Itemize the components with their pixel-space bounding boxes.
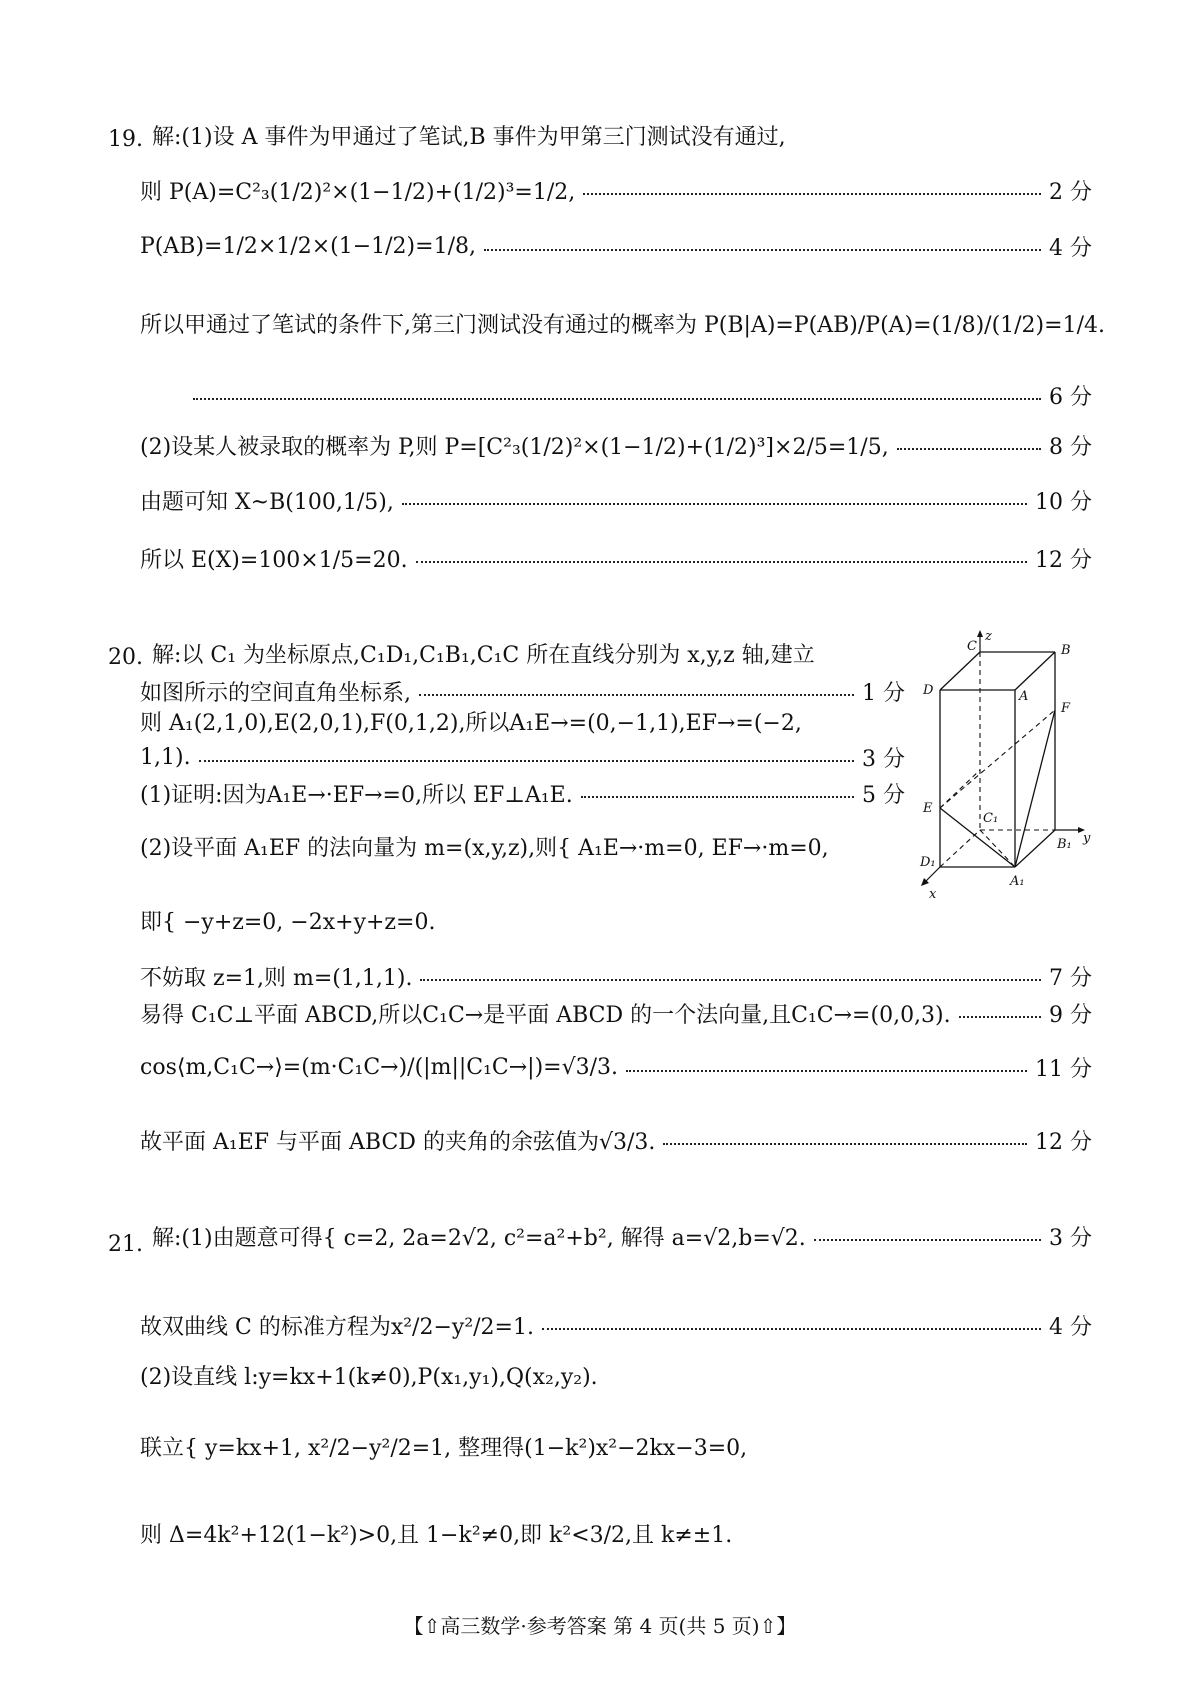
leader-dots xyxy=(416,561,1027,563)
leader-dots xyxy=(199,760,854,762)
leader-dots xyxy=(583,193,1041,195)
label-A1: A₁ xyxy=(1010,874,1025,889)
problem-20-line-4 xyxy=(140,776,905,810)
label-z: z xyxy=(985,630,992,644)
line-text: P(AB)=1/2×1/2×(1−1/2)=1/8, xyxy=(140,233,476,259)
problem-19-number: 19. xyxy=(108,127,143,152)
label-A: A xyxy=(1019,689,1029,704)
score: 11 分 xyxy=(1035,1056,1092,1082)
line-text: 故平面 A₁EF 与平面 ABCD 的夹角的余弦值为√3/3. xyxy=(140,1129,656,1155)
z-axis-arrow-icon xyxy=(977,630,983,637)
problem-20-line-10 xyxy=(140,1118,1092,1162)
leader-dots xyxy=(897,448,1041,450)
leader-dots xyxy=(626,1070,1027,1072)
leader-dots xyxy=(663,1143,1027,1145)
problem-20-line-6: 即{ −y+z=0, −2x+y+z=0. xyxy=(140,910,436,935)
label-B1: B₁ xyxy=(1057,837,1072,852)
score: 10 分 xyxy=(1035,489,1092,515)
problem-20-line-1 xyxy=(140,675,905,707)
edge-BA xyxy=(1015,652,1055,690)
score: 1 分 xyxy=(862,680,905,706)
cuboid-figure xyxy=(915,630,1100,920)
line-text: 解:(1)由题意可得{ c=2, 2a=2√2, c²=a²+b², 解得 a=√2,b=√2. xyxy=(152,1225,806,1251)
score: 4 分 xyxy=(1049,1314,1092,1340)
line-text: 所以 E(X)=100×1/5=20. xyxy=(140,547,408,573)
leader-dots xyxy=(420,979,1041,981)
leader-dots xyxy=(419,694,854,696)
problem-20-line-7 xyxy=(140,960,1092,992)
problem-21-number: 21. xyxy=(108,1232,143,1257)
score: 4 分 xyxy=(1049,235,1092,261)
score: 3 分 xyxy=(862,746,905,772)
label-D1: D₁ xyxy=(920,855,936,870)
problem-19-line-2 xyxy=(140,226,1092,266)
line-text: (2)设某人被录取的概率为 P,则 P=[C²₃(1/2)²×(1−1/2)+(1/2)³]×2/5=1/5, xyxy=(140,434,889,460)
edge-E-mid xyxy=(940,770,980,808)
problem-20-line-3 xyxy=(140,741,905,773)
problem-21-line-4: 联立{ y=kx+1, x²/2−y²/2=1, 整理得(1−k²)x²−2kx−3=0, xyxy=(140,1436,748,1461)
line-text: cos⟨m,C₁C→⟩=(m·C₁C→)/(|m||C₁C→|)=√3/3. xyxy=(140,1054,619,1080)
score: 6 分 xyxy=(1049,384,1092,410)
label-F: F xyxy=(1061,701,1071,716)
leader-dots xyxy=(542,1328,1041,1330)
label-B: B xyxy=(1061,643,1071,658)
problem-21-line-3: (2)设直线 l:y=kx+1(k≠0),P(x₁,y₁),Q(x₂,y₂). xyxy=(140,1365,598,1390)
leader-dots xyxy=(402,503,1027,505)
problem-19-line-3-score xyxy=(185,375,1092,415)
problem-20-number: 20. xyxy=(108,645,143,670)
problem-20-line-9 xyxy=(140,1045,1092,1089)
problem-20-line-8 xyxy=(140,996,1092,1030)
line-text: 故双曲线 C 的标准方程为x²/2−y²/2=1. xyxy=(140,1314,534,1340)
edge-EA1 xyxy=(940,808,1015,867)
problem-19-line-5 xyxy=(140,480,1092,520)
problem-20-line-5: (2)设平面 A₁EF 的法向量为 m=(x,y,z),则{ A₁E→·m=0, EF→·m=0, xyxy=(140,836,829,861)
line-text: 则 P(A)=C²₃(1/2)²×(1−1/2)+(1/2)³=1/2, xyxy=(140,179,576,205)
problem-19-line-6 xyxy=(140,538,1092,578)
line-text: (1)证明:因为A₁E→·EF→=0,所以 EF⊥A₁E. xyxy=(140,782,573,808)
score: 7 分 xyxy=(1049,965,1092,991)
score: 8 分 xyxy=(1049,434,1092,460)
page-footer: 【⇧高三数学·参考答案 第 4 页(共 5 页)⇧】 xyxy=(403,1614,797,1638)
problem-19-intro: 解:(1)设 A 事件为甲通过了笔试,B 事件为甲第三门测试没有通过, xyxy=(152,125,786,150)
score: 9 分 xyxy=(1049,1002,1092,1028)
label-x: x xyxy=(929,887,937,902)
label-C1: C₁ xyxy=(983,811,999,826)
problem-21-line-1 xyxy=(152,1216,1092,1256)
problem-19-line-4 xyxy=(140,425,1092,465)
problem-21-line-5: 则 Δ=4k²+12(1−k²)>0,且 1−k²≠0,即 k²<3/2,且 k≠±1. xyxy=(140,1523,733,1548)
problem-20-intro: 解:以 C₁ 为坐标原点,C₁D₁,C₁B₁,C₁C 所在直线分别为 x,y,z 轴,建立 xyxy=(152,643,815,668)
label-E: E xyxy=(923,801,933,816)
edge-C1A1 xyxy=(980,830,1015,867)
leader-dots xyxy=(581,796,854,798)
problem-19-line-3: 所以甲通过了笔试的条件下,第三门测试没有通过的概率为 P(B|A)=P(AB)/P(A)=(1/8)/(1/2)=1/4. xyxy=(140,313,1105,338)
score: 12 分 xyxy=(1035,547,1092,573)
problem-20-line-2: 则 A₁(2,1,0),E(2,0,1),F(0,1,2),所以A₁E→=(0,−1,1),EF→=(−2, xyxy=(140,711,802,736)
score: 3 分 xyxy=(1049,1225,1092,1251)
score: 2 分 xyxy=(1049,179,1092,205)
line-text: 易得 C₁C⊥平面 ABCD,所以C₁C→是平面 ABCD 的一个法向量,且C₁C→=(0,0,3). xyxy=(140,1002,951,1028)
edge-D1C1 xyxy=(940,830,980,867)
label-D: D xyxy=(923,683,934,698)
label-C: C xyxy=(967,639,977,654)
score: 12 分 xyxy=(1035,1129,1092,1155)
problem-21-line-2 xyxy=(140,1305,1092,1345)
edge-A1B1 xyxy=(1015,830,1055,867)
edge-EF xyxy=(940,710,1055,808)
line-text: 1,1). xyxy=(140,744,191,770)
line-text: 如图所示的空间直角坐标系, xyxy=(140,680,411,706)
line-text: 不妨取 z=1,则 m=(1,1,1). xyxy=(140,965,413,991)
problem-19-line-1 xyxy=(140,170,1092,210)
leader-dots xyxy=(484,249,1041,251)
score: 5 分 xyxy=(862,782,905,808)
leader-dots xyxy=(814,1239,1041,1241)
leader-dots xyxy=(959,1016,1041,1018)
label-y: y xyxy=(1083,831,1091,846)
leader-dots xyxy=(193,398,1041,400)
edge-FA1 xyxy=(1015,710,1055,867)
edge-DC xyxy=(940,652,980,690)
line-text: 由题可知 X~B(100,1/5), xyxy=(140,489,394,515)
